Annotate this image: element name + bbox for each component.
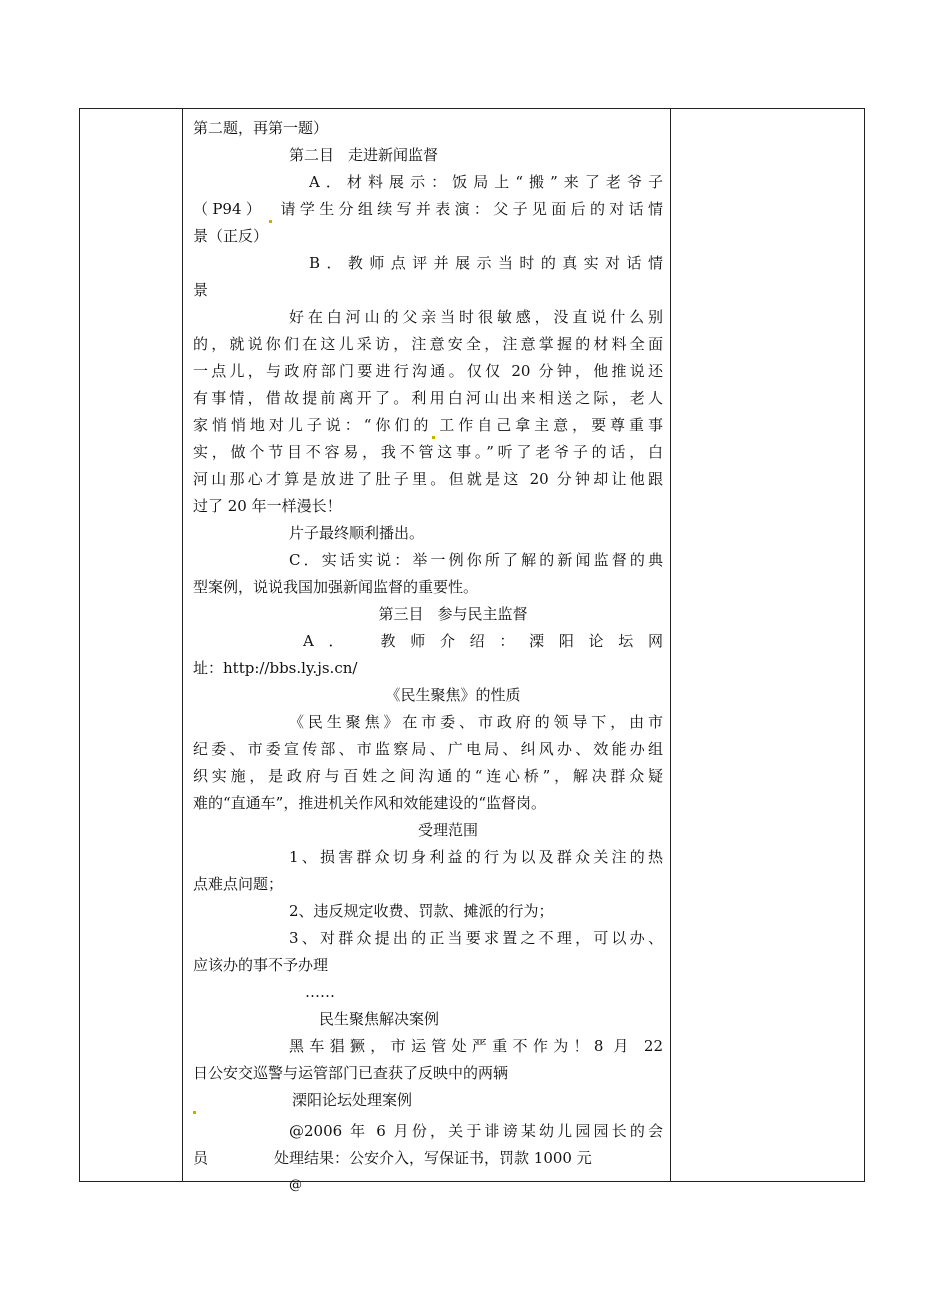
text-line: B．教师点评并展示当时的真实对话情 xyxy=(309,254,663,272)
case-title: 黑车猖獗，市运管处严重不作为！ xyxy=(289,1037,594,1055)
heading-number: 第二目 xyxy=(289,146,335,164)
text-line: 点难点问题； xyxy=(193,875,284,893)
text-line xyxy=(193,196,663,223)
text-line: 好在白河山的父亲当时很敏感，没直说什么别 xyxy=(289,308,663,326)
ellipsis: …… xyxy=(305,983,335,1001)
case-date: 8 月 22 xyxy=(593,1037,663,1055)
text-line: 景（正反） xyxy=(193,227,269,245)
text-segment: 工作自己拿主意，要尊重事 xyxy=(435,416,663,434)
list-item: 1、损害群众切身利益的行为以及群众关注的热 xyxy=(289,848,663,866)
subheading: 《民生聚焦》的性质 xyxy=(385,686,521,704)
section-heading xyxy=(193,142,663,169)
text-line xyxy=(193,1145,663,1172)
marker-dot xyxy=(269,220,272,223)
subheading: 受理范围 xyxy=(417,821,478,839)
text-segment: 员 xyxy=(193,1149,209,1167)
marker-dot xyxy=(193,1111,196,1114)
text-line: 型案例，说说我国加强新闻监督的重要性。 xyxy=(193,578,479,596)
lesson-content-cell xyxy=(193,115,663,1199)
subheading-text: 溧阳论坛处理案例 xyxy=(292,1091,413,1109)
heading-number: 第三目 xyxy=(378,605,424,623)
text-line: 片子最终顺利播出。 xyxy=(289,524,425,542)
text-line: @2006 年 6 月份，关于诽谤某幼儿园园长的会 xyxy=(289,1122,663,1140)
page-ref: （P94） xyxy=(193,200,266,218)
text-line: 日公安交巡警与运管部门已查获了反映中的两辆 xyxy=(193,1064,509,1082)
text-line: 难的“直通车”，推进机关作风和效能建设的“监督岗。 xyxy=(193,794,547,812)
text-line: 的，就说你们在这儿采访，注意安全，注意掌握的材料全面 xyxy=(193,335,663,353)
text-line: 一点儿，与政府部门要进行沟通。仅仅 20 分钟，他推说还 xyxy=(193,362,663,380)
text-line: 景 xyxy=(193,281,209,299)
column-divider-2 xyxy=(670,109,671,1181)
heading-title: 走进新闻监督 xyxy=(348,146,439,164)
text-line: 有事情，借故提前离开了。利用白河山出来相送之际，老人 xyxy=(193,389,663,407)
text-line: A． 教师介绍：溧阳论坛网 xyxy=(303,632,663,650)
list-item: 3、对群众提出的正当要求置之不理，可以办、 xyxy=(289,929,663,947)
text-line: 应该办的事不予办理 xyxy=(193,956,329,974)
text-segment: 请学生分组续写并表演：父子见面后的对话情 xyxy=(276,200,663,218)
column-divider-1 xyxy=(182,109,183,1181)
text-line xyxy=(193,412,663,439)
text-line: 过了 20 年一样漫长！ xyxy=(193,497,342,515)
text-line: @ xyxy=(289,1178,302,1193)
text-line: 河山那心才算是放进了肚子里。但就是这 20 分钟却让他跟 xyxy=(193,470,663,488)
text-line: C．实话实说：举一例你所了解的新闻监督的典 xyxy=(289,551,663,569)
text-line xyxy=(193,1033,663,1060)
subheading xyxy=(193,1087,663,1114)
forum-url: 址：http://bbs.ly.js.cn/ xyxy=(193,659,358,677)
text-segment: 家悄悄地对儿子说：“你们的 xyxy=(193,416,433,434)
text-line: 《民生聚焦》在市委、市政府的领导下，由市 xyxy=(289,713,663,731)
text-line: A．材料展示：饭局上“搬”来了老爷子 xyxy=(309,173,663,191)
section-heading xyxy=(193,601,663,628)
text-line: 第二题，再第一题） xyxy=(193,119,329,137)
lesson-table xyxy=(79,108,865,1193)
text-line: 纪委、市委宣传部、市监察局、广电局、纠风办、效能办组 xyxy=(193,740,663,758)
list-item: 2、违反规定收费、罚款、摊派的行为； xyxy=(289,902,554,920)
case-result: 处理结果：公安介入，写保证书，罚款 1000 元 xyxy=(274,1149,592,1167)
text-line: 实，做个节目不容易，我不管这事。”听了老爷子的话，白 xyxy=(193,443,663,461)
heading-title: 参与民主监督 xyxy=(437,605,528,623)
text-line: 织实施，是政府与百姓之间沟通的“连心桥”，解决群众疑 xyxy=(193,767,663,785)
subheading: 民生聚焦解决案例 xyxy=(319,1010,440,1028)
